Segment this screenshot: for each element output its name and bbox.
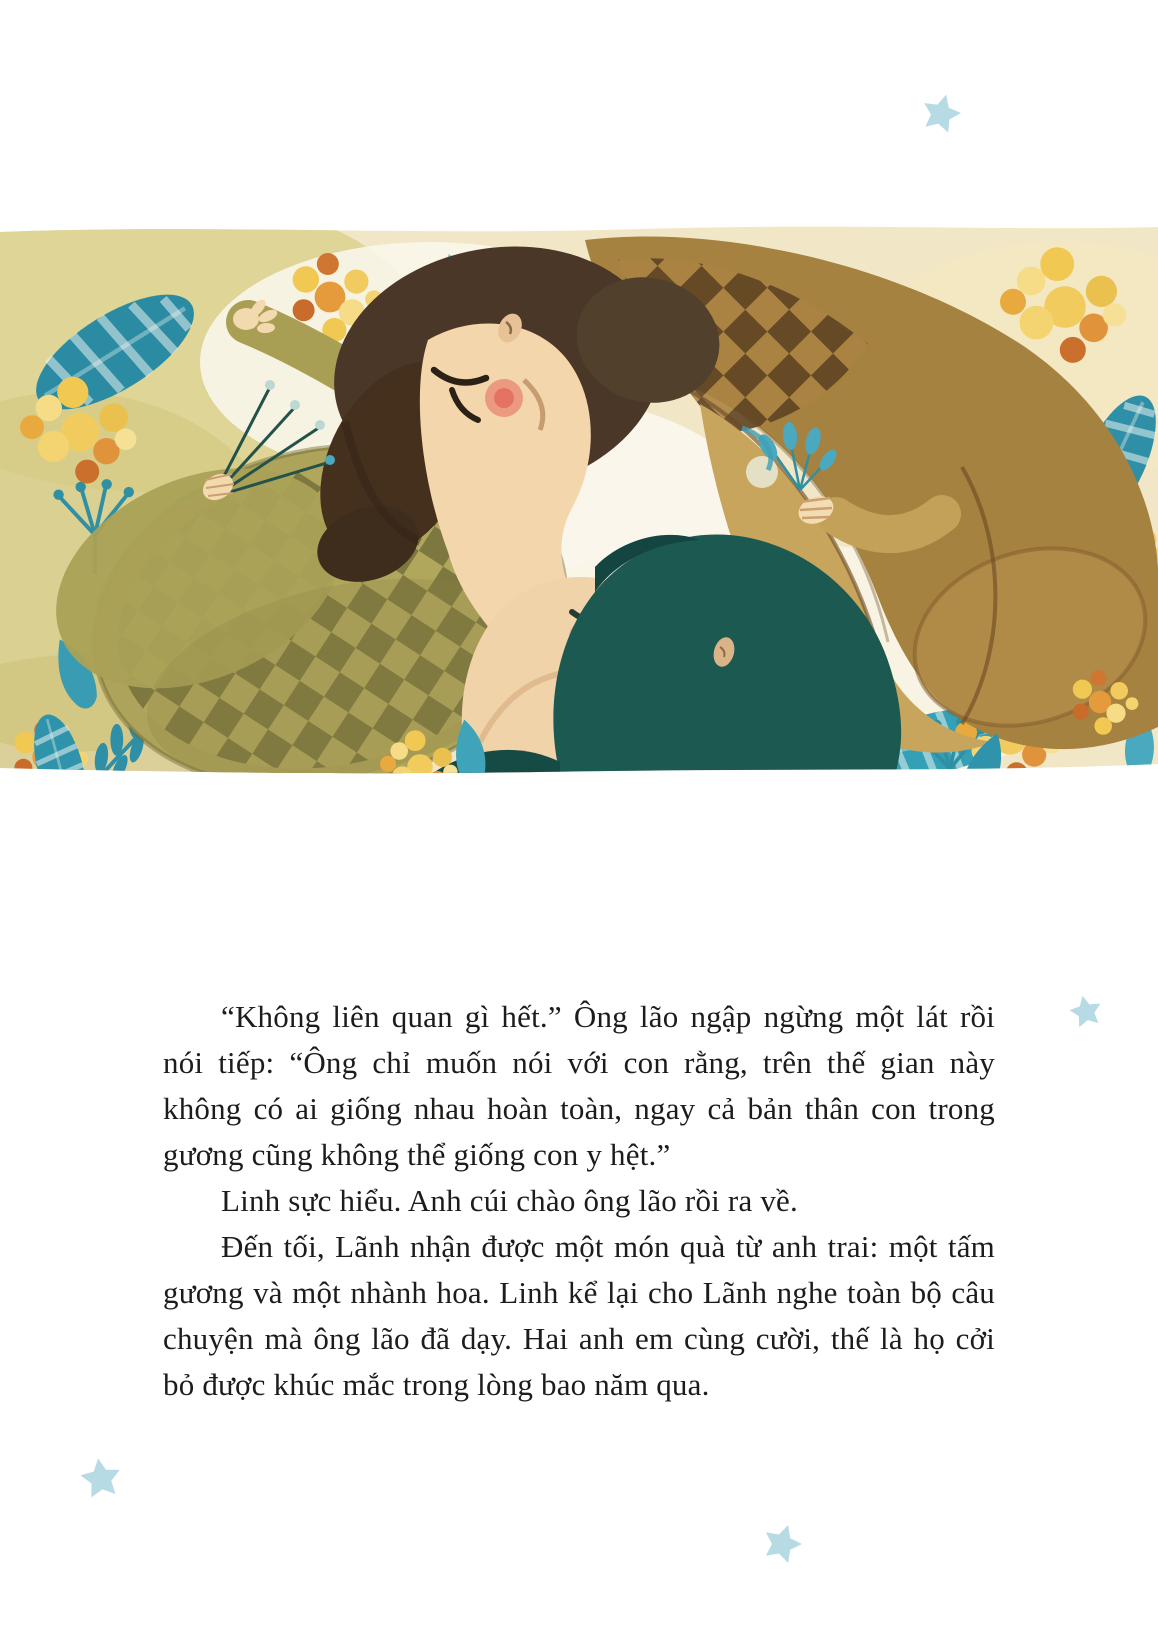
story-paragraph: “Không liên quan gì hết.” Ông lão ngập ngừng một lát rồi nói tiếp: “Ông chỉ muốn nói với con rằng, trên thế gian này không có ai giống nhau hoàn toàn, ngay cả bản thân con trong gương cũng không thể giống con y hệt.” [163,999,995,1172]
star-icon-bottom-center [758,1520,806,1568]
star-icon-bottom-left [76,1454,126,1504]
watercolor-artwork [0,222,1158,775]
story-paragraph: Đến tối, Lãnh nhận được một món quà từ anh trai: một tấm gương và một nhành hoa. Linh kể lại cho Lãnh nghe toàn bộ câu chuyện mà ông lão đã dạy. Hai anh em cùng cười, thế là họ cởi bỏ được khúc mắc trong lòng bao năm qua. [163,1229,995,1402]
story-paragraph: Linh sực hiểu. Anh cúi chào ông lão rồi ra về. [221,1183,798,1218]
story-illustration [0,222,1158,775]
star-icon-mid-right [1066,992,1106,1032]
star-icon-top-right [917,90,965,138]
story-text [163,994,995,1408]
